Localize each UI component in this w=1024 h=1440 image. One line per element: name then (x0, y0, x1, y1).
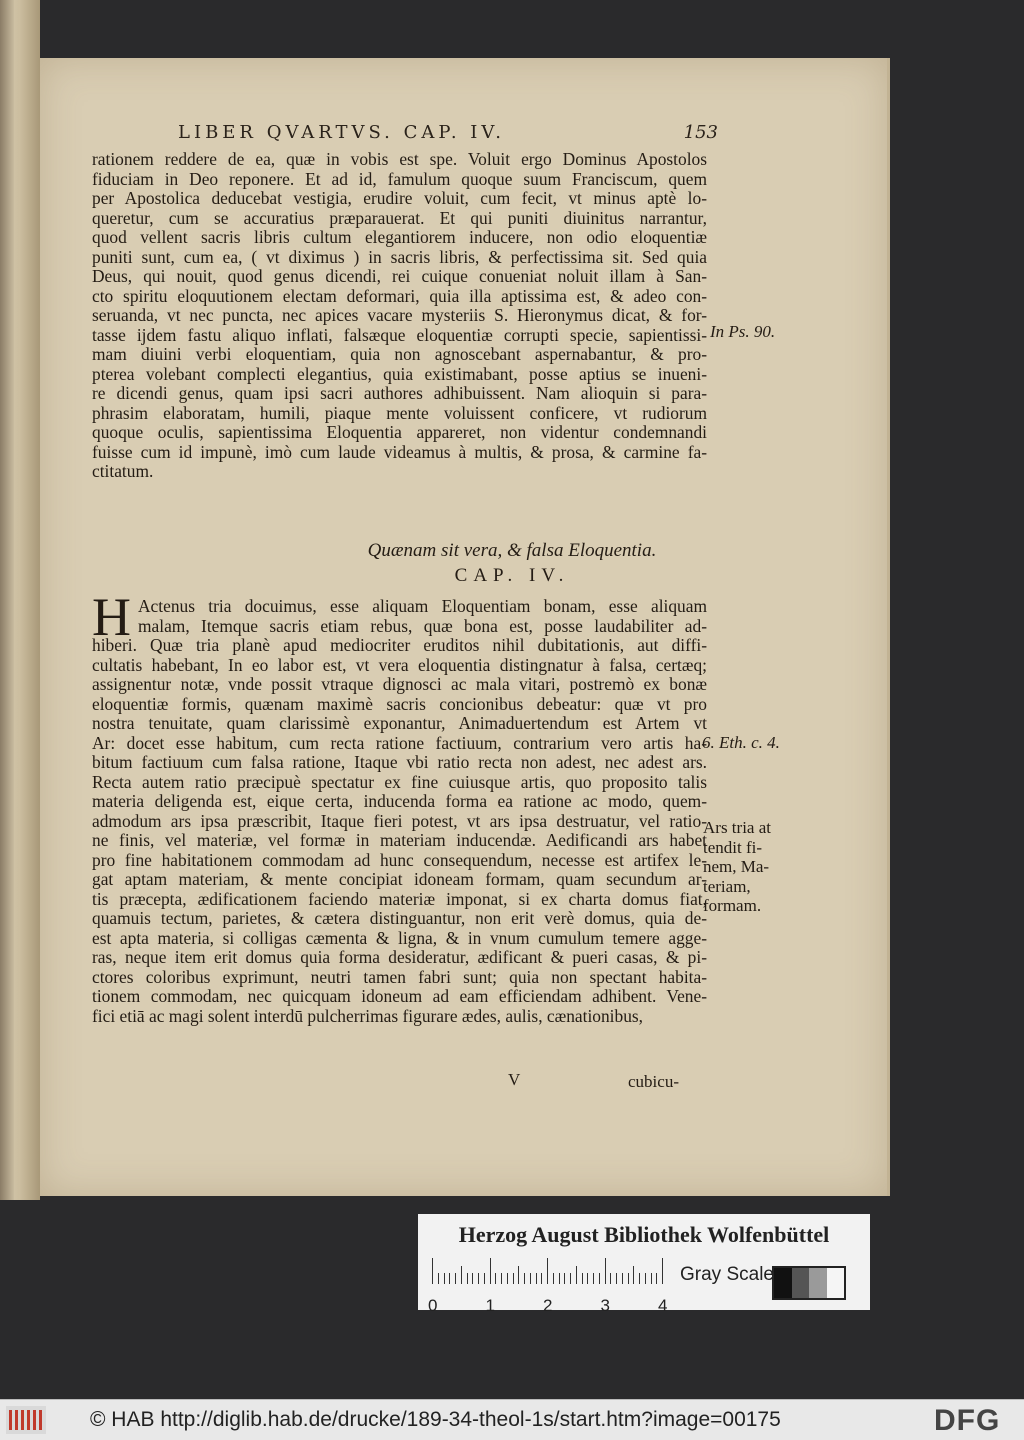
ruler-number: 3 (600, 1296, 610, 1315)
text-line: quamuis tectum, parietes, & cætera distinguantur, non erit verè domus, quia de- (92, 909, 707, 928)
text-line: puniti sunt, cum ea, ( vt diximus ) in sacris libris, & perfectissima sit. Sed quia (92, 247, 707, 267)
text-line: tasse ijdem fastu aliquo inflati, falsæque eloquentiæ corrupti specie, sapientissi- (92, 325, 707, 345)
margin-note-line: Ars tria at (703, 818, 771, 837)
ruler-tick (501, 1273, 502, 1284)
grayscale-swatches (772, 1266, 846, 1300)
text-line: Recta autem ratio præcipuè spectatur ex fine cuiusque artis, quo proposito talis (92, 772, 707, 792)
gray-swatch (809, 1268, 827, 1298)
text-line: bitum factiuum cum falsa ratione, Itaque vbi ratio recta non adest, nec adest ars. (92, 753, 707, 772)
ruler-tick (564, 1273, 565, 1284)
ruler-tick (484, 1273, 485, 1284)
text-line: quod vellent sacris libris cultum elegantiorem inducere, non odio eloquentiæ (92, 228, 707, 247)
ruler-tick (513, 1273, 514, 1284)
page-number: 153 (683, 122, 718, 143)
text-line: fici etiā ac magi solent interdū pulcherrimas figurare ædes, aulis, cænationibus, (92, 1006, 644, 1026)
ruler-tick (553, 1273, 554, 1284)
text-line: ne finis, vel materiæ, vel formæ in materiam inducendæ. Aedificandi ars habet (92, 831, 707, 850)
text-line: re dicendi genus, quam ipsi sacri authores adhibuissent. Nam alioquin si para- (92, 384, 707, 403)
text-line: pterea volebant complecti elegantius, quia existimabant, posse aptius se inueni- (92, 364, 707, 384)
ruler-tick (444, 1273, 445, 1284)
ruler-tick (518, 1266, 519, 1284)
text-line: seruanda, vt nec puncta, nec apices vacare mysteriis S. Hieronymus dicat, & for- (92, 306, 707, 325)
library-name: Herzog August Bibliothek Wolfenbüttel (458, 1222, 830, 1247)
ruler-tick (576, 1266, 577, 1284)
text-line: materia deligenda est, eique certa, inducenda forma ea ratione ac modo, quem- (92, 792, 707, 811)
gray-swatch (792, 1268, 810, 1298)
footer-bar (0, 1399, 1024, 1440)
ruler-tick (541, 1273, 542, 1284)
ruler-tick (449, 1273, 450, 1284)
dfg-logo: DFG (934, 1404, 1001, 1437)
ruler-tick (547, 1258, 548, 1284)
text-block-2 (92, 597, 707, 1026)
ruler-tick (582, 1273, 583, 1284)
signature-mark: V (508, 1070, 521, 1089)
chapter-number: CAP. IV. (454, 565, 570, 586)
color-calibration-bar (418, 1214, 870, 1315)
ruler-tick (662, 1258, 663, 1284)
catchword: cubicu- (628, 1072, 679, 1091)
ruler-tick (490, 1258, 491, 1284)
ruler-number: 1 (485, 1296, 495, 1315)
ruler-tick (559, 1273, 560, 1284)
gray-swatch (827, 1268, 845, 1298)
text-line: Deus, qui nouit, quod genus dicendi, rei cuique conueniat noluit illam à San- (92, 267, 707, 286)
text-line: cto spiritu eloquutionem electam deformari, quia illa aptissima est, & adeo con- (92, 286, 707, 306)
ruler-tick (628, 1273, 629, 1284)
ruler-tick (599, 1273, 600, 1284)
ruler-tick (651, 1273, 652, 1284)
ruler-tick (495, 1273, 496, 1284)
text-line: malam, Itemque sacris etiam rebus, quæ bona est, posse laudabiliter ad- (138, 616, 707, 636)
ruler-tick (656, 1273, 657, 1284)
ruler-tick (438, 1273, 439, 1284)
copyright-url[interactable]: © HAB http://diglib.hab.de/drucke/189-34-theol-1s/start.htm?image=00175 (90, 1408, 781, 1431)
margin-note-ars (703, 818, 771, 916)
ruler-tick (570, 1273, 571, 1284)
text-block-1 (92, 150, 707, 482)
ruler-tick (536, 1273, 537, 1284)
ruler-tick (507, 1273, 508, 1284)
text-line: tis præcepta, ædificationem faciendo materiæ imponat, si ex charta domus fiat, (92, 889, 707, 909)
text-line: ctitatum. (92, 462, 154, 481)
ruler-tick (610, 1273, 611, 1284)
text-line: est apta materia, si colligas cæmenta & ligna, & in vnum cumulum temere agge- (92, 928, 707, 948)
ruler-tick (478, 1273, 479, 1284)
ruler-tick (467, 1273, 468, 1284)
ruler-number: 4 (658, 1296, 668, 1315)
text-line: rationem reddere de ea, quæ in vobis est spe. Voluit ergo Dominus Apostolos (92, 150, 707, 169)
margin-note-line: tendit fi- (703, 837, 763, 857)
ruler-tick (530, 1273, 531, 1284)
gray-swatch (774, 1268, 792, 1298)
margin-note-line: nem, Ma- (703, 857, 770, 876)
ruler-tick (639, 1273, 640, 1284)
ruler-tick (605, 1258, 606, 1284)
text-line: quoque oculis, sapientissima Eloquentia appareret, non videntur condemnandi (92, 423, 707, 442)
margin-note-line: teriam, (703, 876, 751, 896)
text-line: ctores coloribus exprimunt, neutri tamen fabri sunt; quia non spectant habita- (92, 967, 707, 987)
ruler-number: 2 (543, 1296, 553, 1315)
ruler-tick (455, 1273, 456, 1284)
running-head (178, 122, 718, 143)
text-line: hiberi. Quæ tria planè apud mediocriter eruditos nihil dubitationis, aut diffi- (92, 636, 707, 655)
text-line: mam diuini verbi eloquentiam, quia non agnoscebant aspernabantur, & pro- (92, 345, 707, 364)
ruler-tick (593, 1273, 594, 1284)
text-line: Actenus tria docuimus, esse aliquam Eloquentiam bonam, esse aliquam (138, 597, 707, 616)
drop-cap: H (92, 587, 131, 647)
ruler-tick (587, 1273, 588, 1284)
scale-ruler (432, 1258, 672, 1284)
grayscale-label: Gray Scale (680, 1264, 774, 1285)
text-line: assignentur notæ, vnde possit vtraque dignosci ac mala vitari, postremò ex bonæ (92, 675, 707, 694)
margin-note-psalm: In Ps. 90. (710, 322, 776, 341)
ruler-tick (616, 1273, 617, 1284)
ruler-tick (645, 1273, 646, 1284)
text-line: fuisse cum id impunè, imò cum laude videamus à multis, & prosa, & carmine fa- (92, 442, 707, 462)
chapter-heading: Quænam sit vera, & falsa Eloquentia. (367, 540, 657, 561)
left-page-edge (0, 0, 40, 1200)
text-line: nostra tenuitate, quam clarissimè exponantur, Animaduertendum est Artem vt (92, 714, 707, 733)
ruler-tick (524, 1273, 525, 1284)
margin-note-line: formam. (703, 896, 762, 915)
text-line: per Apostolica deducebat vestigia, erudire voluit, cum fecit, vt minus aptè lo- (92, 189, 707, 208)
library-logo-icon (6, 1406, 46, 1434)
text-line: admodum ars ipsa præscribit, Itaque fieri potest, vt ars ipsa destruatur, vel ratio- (92, 811, 707, 831)
ruler-tick (633, 1266, 634, 1284)
ruler-number: 0 (428, 1296, 438, 1315)
text-line: gat aptam materiam, & mente concipiat idoneam formam, quam secundum ar- (92, 870, 707, 889)
text-line: Ar: docet esse habitum, cum recta ratione factiuum, contrarium vero artis ha- (92, 733, 707, 753)
text-line: queretur, cum se accuratius præparauerat. Et qui puniti diuinitus narrantur, (92, 208, 707, 228)
running-head-text: LIBER QVARTVS. CAP. IV. (178, 122, 505, 143)
margin-note-ethics: 6. Eth. c. 4. (702, 733, 780, 752)
ruler-tick (461, 1266, 462, 1284)
ruler-tick (472, 1273, 473, 1284)
ruler-tick (622, 1273, 623, 1284)
text-line: pro fine habitationem commodam ad hunc consequendum, necesse est artifex le- (92, 850, 707, 870)
ruler-tick (432, 1258, 433, 1284)
text-line: cultatis habebant, In eo labor est, vt vera eloquentia distingnatur à falsa, certæq; (92, 655, 707, 675)
text-line: ras, neque item erit domus quia forma desideratur, ædificant & pueri casas, & pi- (92, 948, 707, 967)
text-line: fiduciam in Deo reponere. Et ad id, famulum quoque suum Franciscum, quem (92, 169, 707, 189)
text-line: eloquentiæ formis, quænam maximè sacris concionibus debeatur: quæ vt pro (92, 694, 707, 714)
text-line: phrasim elaboratam, humili, piaque mente voluissent conficere, vt rudiorum (92, 403, 707, 423)
text-line: tionem commodam, nec quicquam idoneum ad eam efficiendam adhibent. Vene- (92, 987, 707, 1006)
